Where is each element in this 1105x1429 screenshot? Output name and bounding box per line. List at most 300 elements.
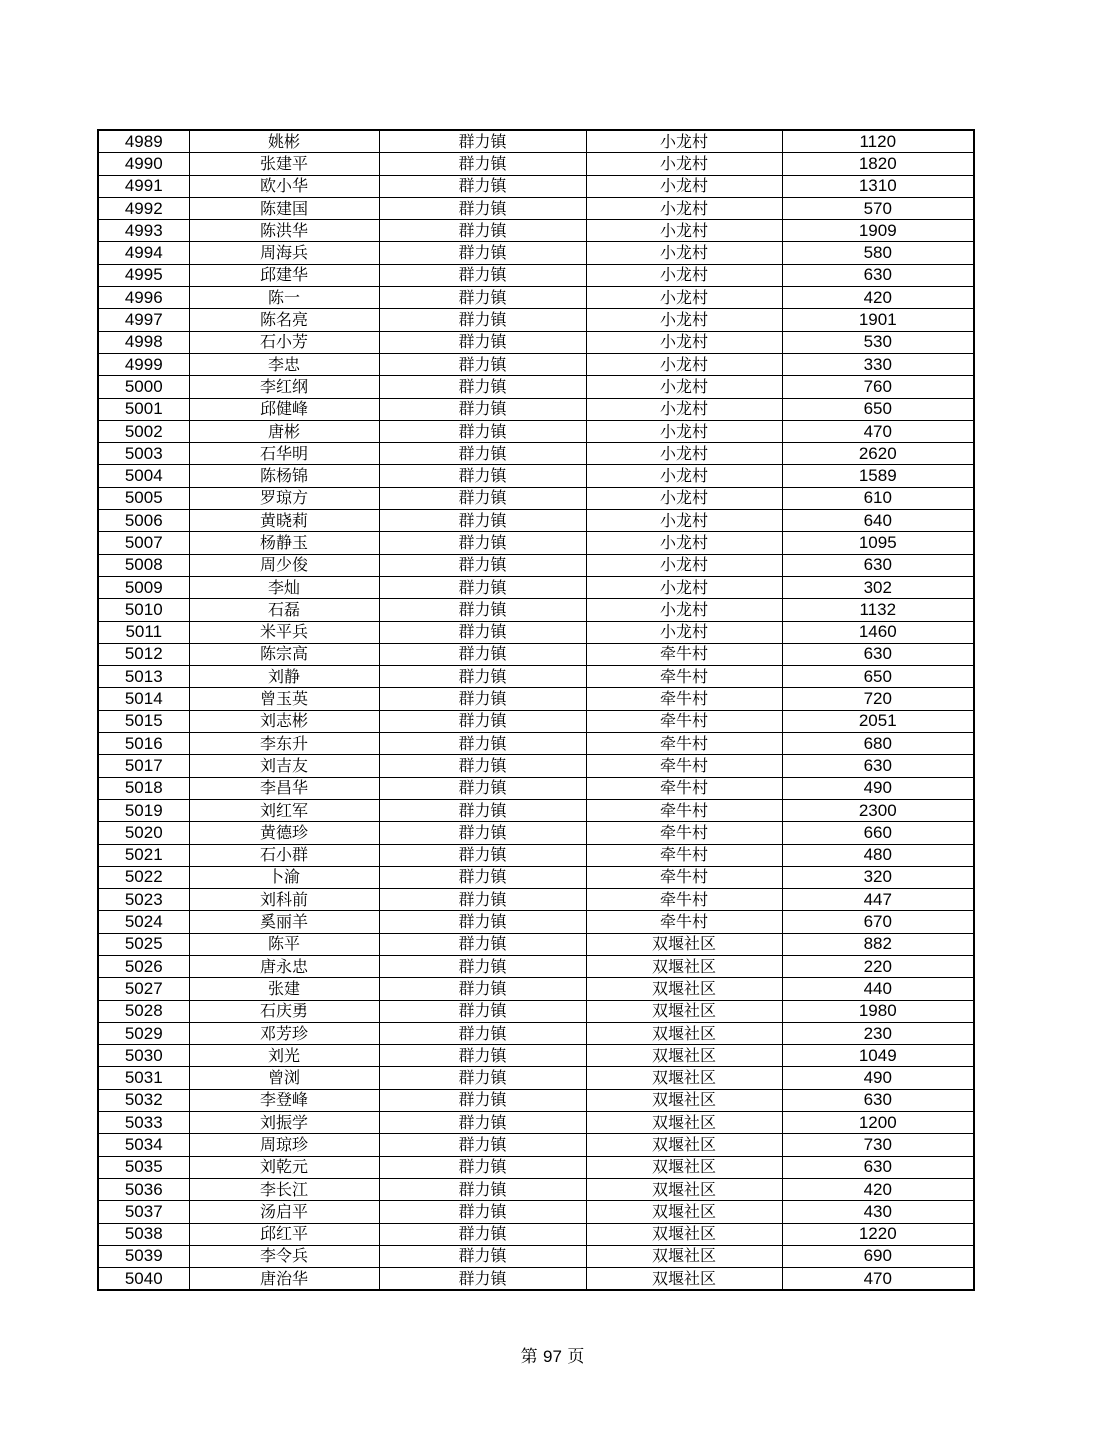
town-cell: 群力镇 (379, 242, 586, 264)
row-index-cell: 5000 (98, 376, 189, 398)
name-cell: 石磊 (189, 599, 379, 621)
town-cell: 群力镇 (379, 1045, 586, 1067)
town-cell: 群力镇 (379, 465, 586, 487)
row-index-cell: 5027 (98, 978, 189, 1000)
table-row (98, 487, 974, 509)
table-row (98, 621, 974, 643)
row-index-cell: 5026 (98, 955, 189, 977)
town-cell: 群力镇 (379, 911, 586, 933)
page-footer (0, 1342, 1105, 1367)
row-index-cell: 4999 (98, 353, 189, 375)
town-cell: 群力镇 (379, 1000, 586, 1022)
name-cell: 周琼珍 (189, 1134, 379, 1156)
amount-cell: 470 (782, 1268, 974, 1291)
name-cell: 邱红平 (189, 1223, 379, 1245)
amount-cell: 1820 (782, 153, 974, 175)
table-row (98, 1201, 974, 1223)
table-row (98, 465, 974, 487)
town-cell: 群力镇 (379, 643, 586, 665)
table-row (98, 1022, 974, 1044)
town-cell: 群力镇 (379, 197, 586, 219)
village-cell: 小龙村 (586, 287, 782, 309)
town-cell: 群力镇 (379, 1067, 586, 1089)
village-cell: 小龙村 (586, 621, 782, 643)
village-cell: 双堰社区 (586, 1067, 782, 1089)
town-cell: 群力镇 (379, 621, 586, 643)
town-cell: 群力镇 (379, 1245, 586, 1267)
name-cell: 李登峰 (189, 1089, 379, 1111)
name-cell: 杨静玉 (189, 532, 379, 554)
name-cell: 刘静 (189, 666, 379, 688)
table-row (98, 688, 974, 710)
row-index-cell: 5013 (98, 666, 189, 688)
table-row (98, 1178, 974, 1200)
page-footer-suffix: 页 (567, 1347, 585, 1367)
amount-cell: 1460 (782, 621, 974, 643)
town-cell: 群力镇 (379, 576, 586, 598)
amount-cell: 480 (782, 844, 974, 866)
name-cell: 汤启平 (189, 1201, 379, 1223)
amount-cell: 1901 (782, 309, 974, 331)
table-row (98, 866, 974, 888)
town-cell: 群力镇 (379, 398, 586, 420)
amount-cell: 440 (782, 978, 974, 1000)
row-index-cell: 5037 (98, 1201, 189, 1223)
table-row (98, 599, 974, 621)
amount-cell: 1132 (782, 599, 974, 621)
village-cell: 牵牛村 (586, 777, 782, 799)
town-cell: 群力镇 (379, 866, 586, 888)
town-cell: 群力镇 (379, 1022, 586, 1044)
town-cell: 群力镇 (379, 1223, 586, 1245)
village-cell: 双堰社区 (586, 1201, 782, 1223)
village-cell: 牵牛村 (586, 911, 782, 933)
town-cell: 群力镇 (379, 554, 586, 576)
row-index-cell: 5030 (98, 1045, 189, 1067)
name-cell: 陈杨锦 (189, 465, 379, 487)
table-row (98, 666, 974, 688)
row-index-cell: 5023 (98, 889, 189, 911)
table-row (98, 353, 974, 375)
name-cell: 罗琼方 (189, 487, 379, 509)
town-cell: 群力镇 (379, 777, 586, 799)
name-cell: 黄晓莉 (189, 510, 379, 532)
name-cell: 刘志彬 (189, 710, 379, 732)
town-cell: 群力镇 (379, 532, 586, 554)
table-row (98, 799, 974, 821)
village-cell: 牵牛村 (586, 822, 782, 844)
town-cell: 群力镇 (379, 264, 586, 286)
row-index-cell: 5021 (98, 844, 189, 866)
name-cell: 陈名亮 (189, 309, 379, 331)
row-index-cell: 5019 (98, 799, 189, 821)
name-cell: 陈洪华 (189, 220, 379, 242)
name-cell: 陈宗高 (189, 643, 379, 665)
name-cell: 陈一 (189, 287, 379, 309)
table-row (98, 822, 974, 844)
table-row (98, 710, 974, 732)
town-cell: 群力镇 (379, 799, 586, 821)
table-row (98, 242, 974, 264)
town-cell: 群力镇 (379, 1156, 586, 1178)
village-cell: 双堰社区 (586, 1089, 782, 1111)
table-row (98, 197, 974, 219)
amount-cell: 1049 (782, 1045, 974, 1067)
table-row (98, 175, 974, 197)
town-cell: 群力镇 (379, 955, 586, 977)
amount-cell: 680 (782, 733, 974, 755)
row-index-cell: 5028 (98, 1000, 189, 1022)
table-row (98, 889, 974, 911)
town-cell: 群力镇 (379, 822, 586, 844)
village-cell: 小龙村 (586, 510, 782, 532)
row-index-cell: 4990 (98, 153, 189, 175)
name-cell: 邓芳珍 (189, 1022, 379, 1044)
table-row (98, 1245, 974, 1267)
table-row (98, 510, 974, 532)
table-row (98, 1156, 974, 1178)
row-index-cell: 5008 (98, 554, 189, 576)
table-row (98, 1045, 974, 1067)
village-cell: 小龙村 (586, 443, 782, 465)
row-index-cell: 4996 (98, 287, 189, 309)
table-row (98, 844, 974, 866)
village-cell: 牵牛村 (586, 866, 782, 888)
table-row (98, 777, 974, 799)
town-cell: 群力镇 (379, 1112, 586, 1134)
village-cell: 双堰社区 (586, 978, 782, 1000)
village-cell: 小龙村 (586, 175, 782, 197)
village-cell: 牵牛村 (586, 710, 782, 732)
village-cell: 双堰社区 (586, 1112, 782, 1134)
amount-cell: 610 (782, 487, 974, 509)
village-cell: 牵牛村 (586, 643, 782, 665)
table-row (98, 264, 974, 286)
name-cell: 石华明 (189, 443, 379, 465)
row-index-cell: 5018 (98, 777, 189, 799)
village-cell: 双堰社区 (586, 1245, 782, 1267)
row-index-cell: 4989 (98, 130, 189, 153)
amount-cell: 660 (782, 822, 974, 844)
amount-cell: 530 (782, 331, 974, 353)
name-cell: 邱健峰 (189, 398, 379, 420)
amount-cell: 1120 (782, 130, 974, 153)
table-row (98, 955, 974, 977)
name-cell: 刘吉友 (189, 755, 379, 777)
village-cell: 双堰社区 (586, 1134, 782, 1156)
amount-cell: 1980 (782, 1000, 974, 1022)
page-number: 97 (543, 1347, 562, 1366)
village-cell: 牵牛村 (586, 844, 782, 866)
row-index-cell: 5020 (98, 822, 189, 844)
village-cell: 小龙村 (586, 153, 782, 175)
table-row (98, 287, 974, 309)
name-cell: 李忠 (189, 353, 379, 375)
row-index-cell: 5033 (98, 1112, 189, 1134)
row-index-cell: 5036 (98, 1178, 189, 1200)
row-index-cell: 5003 (98, 443, 189, 465)
amount-cell: 650 (782, 666, 974, 688)
name-cell: 黄德珍 (189, 822, 379, 844)
amount-cell: 1095 (782, 532, 974, 554)
amount-cell: 330 (782, 353, 974, 375)
village-cell: 小龙村 (586, 197, 782, 219)
amount-cell: 650 (782, 398, 974, 420)
name-cell: 唐治华 (189, 1268, 379, 1291)
village-cell: 双堰社区 (586, 955, 782, 977)
village-cell: 小龙村 (586, 220, 782, 242)
town-cell: 群力镇 (379, 487, 586, 509)
village-cell: 双堰社区 (586, 1000, 782, 1022)
village-cell: 小龙村 (586, 309, 782, 331)
table-row (98, 309, 974, 331)
row-index-cell: 5010 (98, 599, 189, 621)
row-index-cell: 5012 (98, 643, 189, 665)
amount-cell: 220 (782, 955, 974, 977)
name-cell: 刘红军 (189, 799, 379, 821)
village-cell: 双堰社区 (586, 1045, 782, 1067)
table-row (98, 1134, 974, 1156)
amount-cell: 640 (782, 510, 974, 532)
town-cell: 群力镇 (379, 309, 586, 331)
town-cell: 群力镇 (379, 688, 586, 710)
town-cell: 群力镇 (379, 889, 586, 911)
row-index-cell: 5009 (98, 576, 189, 598)
town-cell: 群力镇 (379, 153, 586, 175)
row-index-cell: 4997 (98, 309, 189, 331)
row-index-cell: 5029 (98, 1022, 189, 1044)
amount-cell: 2051 (782, 710, 974, 732)
village-cell: 牵牛村 (586, 889, 782, 911)
row-index-cell: 5031 (98, 1067, 189, 1089)
village-cell: 双堰社区 (586, 1178, 782, 1200)
village-cell: 牵牛村 (586, 688, 782, 710)
amount-cell: 230 (782, 1022, 974, 1044)
row-index-cell: 5034 (98, 1134, 189, 1156)
table-row (98, 1112, 974, 1134)
village-cell: 双堰社区 (586, 1223, 782, 1245)
row-index-cell: 4994 (98, 242, 189, 264)
town-cell: 群力镇 (379, 443, 586, 465)
name-cell: 陈建国 (189, 197, 379, 219)
town-cell: 群力镇 (379, 599, 586, 621)
table-row (98, 554, 974, 576)
name-cell: 刘振学 (189, 1112, 379, 1134)
town-cell: 群力镇 (379, 710, 586, 732)
name-cell: 李东升 (189, 733, 379, 755)
table-body (98, 130, 974, 1290)
table-row (98, 153, 974, 175)
table-row (98, 1067, 974, 1089)
village-cell: 小龙村 (586, 420, 782, 442)
amount-cell: 670 (782, 911, 974, 933)
town-cell: 群力镇 (379, 353, 586, 375)
amount-cell: 580 (782, 242, 974, 264)
row-index-cell: 4992 (98, 197, 189, 219)
table-row (98, 220, 974, 242)
row-index-cell: 5005 (98, 487, 189, 509)
village-cell: 牵牛村 (586, 666, 782, 688)
town-cell: 群力镇 (379, 933, 586, 955)
name-cell: 奚丽羊 (189, 911, 379, 933)
row-index-cell: 5024 (98, 911, 189, 933)
name-cell: 陈平 (189, 933, 379, 955)
row-index-cell: 4993 (98, 220, 189, 242)
name-cell: 石小群 (189, 844, 379, 866)
amount-cell: 630 (782, 1156, 974, 1178)
town-cell: 群力镇 (379, 978, 586, 1000)
amount-cell: 2300 (782, 799, 974, 821)
table-row (98, 911, 974, 933)
name-cell: 邱建华 (189, 264, 379, 286)
table-row (98, 1000, 974, 1022)
row-index-cell: 5015 (98, 710, 189, 732)
village-cell: 牵牛村 (586, 733, 782, 755)
name-cell: 李昌华 (189, 777, 379, 799)
town-cell: 群力镇 (379, 331, 586, 353)
amount-cell: 420 (782, 287, 974, 309)
amount-cell: 882 (782, 933, 974, 955)
village-cell: 小龙村 (586, 264, 782, 286)
row-index-cell: 5038 (98, 1223, 189, 1245)
row-index-cell: 4991 (98, 175, 189, 197)
name-cell: 刘科前 (189, 889, 379, 911)
village-cell: 小龙村 (586, 331, 782, 353)
table-row (98, 398, 974, 420)
row-index-cell: 5025 (98, 933, 189, 955)
amount-cell: 470 (782, 420, 974, 442)
amount-cell: 1589 (782, 465, 974, 487)
name-cell: 唐彬 (189, 420, 379, 442)
village-cell: 牵牛村 (586, 799, 782, 821)
amount-cell: 490 (782, 1067, 974, 1089)
amount-cell: 630 (782, 643, 974, 665)
name-cell: 李令兵 (189, 1245, 379, 1267)
town-cell: 群力镇 (379, 130, 586, 153)
village-cell: 小龙村 (586, 532, 782, 554)
village-cell: 小龙村 (586, 576, 782, 598)
row-index-cell: 4995 (98, 264, 189, 286)
amount-cell: 490 (782, 777, 974, 799)
row-index-cell: 5035 (98, 1156, 189, 1178)
amount-cell: 630 (782, 554, 974, 576)
row-index-cell: 5001 (98, 398, 189, 420)
name-cell: 卜渝 (189, 866, 379, 888)
amount-cell: 720 (782, 688, 974, 710)
name-cell: 曾玉英 (189, 688, 379, 710)
amount-cell: 447 (782, 889, 974, 911)
town-cell: 群力镇 (379, 1201, 586, 1223)
amount-cell: 320 (782, 866, 974, 888)
village-cell: 小龙村 (586, 465, 782, 487)
name-cell: 周海兵 (189, 242, 379, 264)
village-cell: 小龙村 (586, 554, 782, 576)
table-row (98, 420, 974, 442)
name-cell: 李长江 (189, 1178, 379, 1200)
table-row (98, 1268, 974, 1291)
table-row (98, 576, 974, 598)
amount-cell: 1220 (782, 1223, 974, 1245)
amount-cell: 630 (782, 264, 974, 286)
village-cell: 双堰社区 (586, 1268, 782, 1291)
name-cell: 李灿 (189, 576, 379, 598)
row-index-cell: 5040 (98, 1268, 189, 1291)
table-row (98, 1223, 974, 1245)
row-index-cell: 5039 (98, 1245, 189, 1267)
table-row (98, 130, 974, 153)
name-cell: 姚彬 (189, 130, 379, 153)
name-cell: 曾浏 (189, 1067, 379, 1089)
amount-cell: 1310 (782, 175, 974, 197)
row-index-cell: 5016 (98, 733, 189, 755)
table-row (98, 733, 974, 755)
row-index-cell: 5006 (98, 510, 189, 532)
name-cell: 张建 (189, 978, 379, 1000)
amount-cell: 420 (782, 1178, 974, 1200)
page-footer-prefix: 第 (520, 1347, 538, 1367)
table-row (98, 376, 974, 398)
amount-cell: 630 (782, 1089, 974, 1111)
table-row (98, 331, 974, 353)
name-cell: 石庆勇 (189, 1000, 379, 1022)
row-index-cell: 4998 (98, 331, 189, 353)
row-index-cell: 5004 (98, 465, 189, 487)
amount-cell: 430 (782, 1201, 974, 1223)
village-cell: 双堰社区 (586, 1022, 782, 1044)
row-index-cell: 5014 (98, 688, 189, 710)
amount-cell: 2620 (782, 443, 974, 465)
town-cell: 群力镇 (379, 755, 586, 777)
village-cell: 小龙村 (586, 376, 782, 398)
table-row (98, 532, 974, 554)
name-cell: 刘乾元 (189, 1156, 379, 1178)
table-row (98, 933, 974, 955)
town-cell: 群力镇 (379, 220, 586, 242)
row-index-cell: 5022 (98, 866, 189, 888)
village-cell: 双堰社区 (586, 933, 782, 955)
amount-cell: 570 (782, 197, 974, 219)
name-cell: 李红纲 (189, 376, 379, 398)
amount-cell: 630 (782, 755, 974, 777)
town-cell: 群力镇 (379, 844, 586, 866)
town-cell: 群力镇 (379, 733, 586, 755)
name-cell: 石小芳 (189, 331, 379, 353)
table-row (98, 978, 974, 1000)
town-cell: 群力镇 (379, 1268, 586, 1291)
town-cell: 群力镇 (379, 510, 586, 532)
row-index-cell: 5002 (98, 420, 189, 442)
amount-cell: 1909 (782, 220, 974, 242)
name-cell: 周少俊 (189, 554, 379, 576)
name-cell: 刘光 (189, 1045, 379, 1067)
town-cell: 群力镇 (379, 420, 586, 442)
town-cell: 群力镇 (379, 666, 586, 688)
town-cell: 群力镇 (379, 287, 586, 309)
town-cell: 群力镇 (379, 1134, 586, 1156)
name-cell: 张建平 (189, 153, 379, 175)
table-row (98, 443, 974, 465)
village-cell: 小龙村 (586, 487, 782, 509)
amount-cell: 302 (782, 576, 974, 598)
name-cell: 米平兵 (189, 621, 379, 643)
name-cell: 欧小华 (189, 175, 379, 197)
row-index-cell: 5007 (98, 532, 189, 554)
name-cell: 唐永忠 (189, 955, 379, 977)
village-cell: 牵牛村 (586, 755, 782, 777)
amount-cell: 730 (782, 1134, 974, 1156)
row-index-cell: 5032 (98, 1089, 189, 1111)
village-cell: 小龙村 (586, 242, 782, 264)
